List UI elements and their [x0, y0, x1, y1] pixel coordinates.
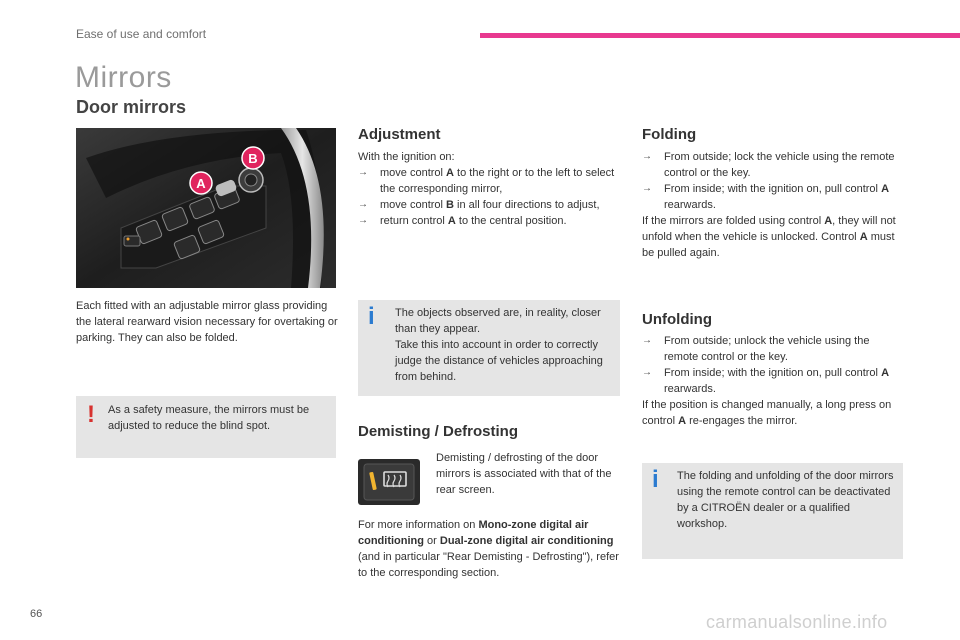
page-title: Mirrors [75, 61, 172, 94]
folding-list [642, 149, 904, 213]
info-text: The folding and unfolding of the door mirrors using the remote control can be deactivated by a CITROËN dealer or a qualified workshop. [677, 470, 894, 530]
demisting-heading: Demisting / Defrosting [358, 423, 519, 440]
warning-box [76, 396, 336, 458]
adjustment-section [358, 149, 620, 229]
info-icon: i [368, 303, 375, 330]
adjustment-intro: With the ignition on: [358, 151, 455, 163]
unfolding-section [642, 333, 904, 429]
list-item: → move control B in all four directions to adjust, [358, 197, 620, 213]
defrost-icon [358, 459, 420, 505]
watermark: carmanualsonline.info [706, 612, 888, 632]
demisting-text: Demisting / defrosting of the door mirrors is associated with that of the rear screen. [436, 452, 612, 496]
list-item: → From inside; with the ignition on, pull control A rearwards. [642, 181, 904, 213]
header-accent-bar [480, 33, 960, 38]
list-item: → move control A to the right or to the left to select the corresponding mirror, [358, 165, 620, 197]
list-item: → From inside; with the ignition on, pull control A rearwards. [642, 365, 904, 397]
page-number: 66 [30, 608, 43, 620]
demisting-more-info: For more information on Mono-zone digital air conditioning or Dual-zone digital air conditioning (and in particular "Rear Demisting - Defrosting"), refer to the corresponding section. [358, 519, 619, 579]
list-item: → return control A to the central position. [358, 213, 620, 229]
adjustment-list [358, 165, 620, 229]
warning-text: As a safety measure, the mirrors must be adjusted to reduce the blind spot. [108, 404, 310, 432]
intro-paragraph: Each fitted with an adjustable mirror glass providing the lateral rearward vision necessary for overtaking or parking. They can also be folded. [76, 300, 338, 344]
unfolding-note: If the position is changed manually, a long press on control A re-engages the mirror. [642, 399, 892, 427]
rear-demist-button-image [358, 459, 420, 505]
info-box-mirror-distance [358, 300, 620, 396]
folding-note: If the mirrors are folded using control A, they will not unfold when the vehicle is unlocked. Control A must be pulled again. [642, 215, 896, 259]
label-a-marker: A [196, 176, 206, 191]
door-control-photo [76, 128, 336, 288]
folding-section [642, 149, 904, 261]
warning-icon: ! [87, 401, 95, 428]
unfolding-heading: Unfolding [642, 311, 712, 328]
list-item: → From outside; unlock the vehicle using the remote control or the key. [642, 333, 904, 365]
info-icon: i [652, 466, 659, 493]
info-box-remote-folding [642, 463, 903, 559]
label-b-marker: B [248, 151, 258, 166]
list-item: → From outside; lock the vehicle using the remote control or the key. [642, 149, 904, 181]
folding-heading: Folding [642, 126, 697, 143]
section-header: Ease of use and comfort [76, 27, 207, 41]
unfolding-list [642, 333, 904, 397]
page-subtitle: Door mirrors [76, 97, 187, 117]
adjustment-heading: Adjustment [358, 126, 441, 143]
info-text: The objects observed are, in reality, closer than they appear. Take this into account in order to correctly judge the distance of vehicles approaching from behind. [395, 307, 603, 383]
